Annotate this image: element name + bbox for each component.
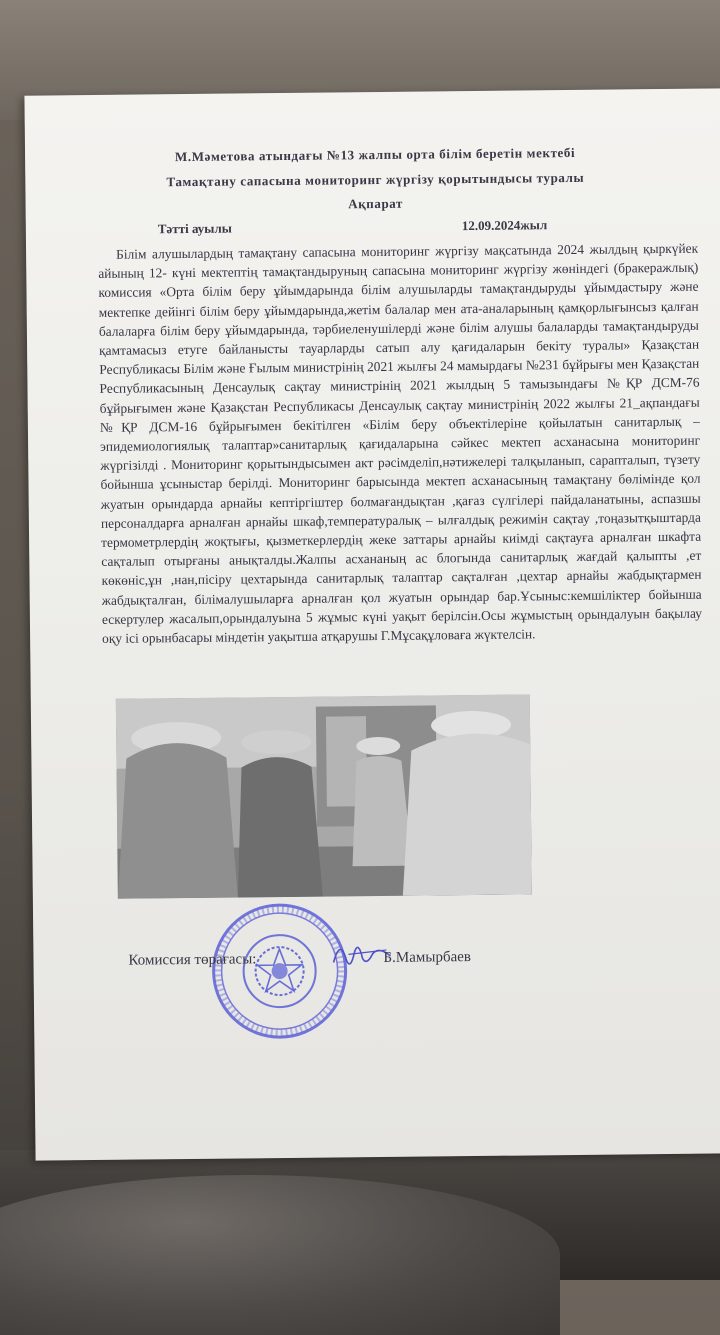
document-date: 12.09.2024жыл	[461, 217, 548, 234]
commission-chair-name: Б.Мамырбаев	[383, 949, 472, 966]
document-header-school: М.Мәметова атындағы №13 жалпы орта білім беретін мектебі	[174, 144, 576, 165]
document-body: Білім алушылардың тамақтану сапасына мониторинг жүргізу мақсатында 2024 жылдың қыркүйек айының 12- күні мектептің тамақтандыруның сапасына мониторинг жүргізу жөніндегі (бракеражлық) комиссия «Орта білім беру ұйымдарында білім алушыларды тамақтандыруды ұйымдастыру және мектепке дейінгі білім беру ұйымдарында,жетім балалар мен ата-аналарының қамқорлығынсыз қалған балаларға білім беру ұйымдарында, тәрбиеленушілерді және білім алушы балаларды тамақтандыруды қамтамасыз етуге байланысты тауарларды сатып алу қағидаларын бекіту туралы» Қазақстан Республикасы Білім және Ғылым министрінің 2021 жылғы 24 мамырдағы №231 бұйрығы мен Қазақстан Республикасының Денсаулық сақтау министрінің 2021 жылдың 5 тамызындағы №ҚР ДСМ-76 бұйрығымен және Қазақстан Республикасы Денсаулық сақтау министрінің 2022 жылғы 21_ақпандағы №ҚР ДСМ-16 бұйрығымен бекітілген «Білім беру объектілеріне қойылатын санитарлық –эпидемиологиялық талаптар»санитарлық қағидаларына сәйкес мектеп асханасына мониторинг жүргізілді . Мониторинг қорытындысымен акт рәсімделіп,нәтижелері талқыланып, сарапталып, түзету бойынша ұсыныстар берілді. Мониторинг барысында мектеп асханасының тамақтану бөлімінде қол жуатын орындарда арнайы кептіргіштер болмағандықтан ,қағаз сүлгілері пайдаланатыны, аспазшы персоналдарға арналған арнайы шкаф,температуралық – ылғалдық режимін сақтау ,тоңазытқыштарда термометрлердің жоқтығы, қызметкерлердің жеке заттары арнайы киімді сақтауға арналған шкафта сақталып отырғаны анықталды.Жалпы асхананың ас блогында санитарлық жағдай қалыпты ,ет көкөніс,ұн ,нан,пісіру цехтарында санитарлық талаптар сақталған ,цехтар арнайы жабдықтармен жабдықталған, білімалушыларға арналған қол жуатын орындар бар.Ұсыныс:кемшіліктер бойынша ескертулер жасалып,орындалуына 5 жұмыс күні уақыт берілсін.Осы жұмыстың орындалуын бақылау оқу ісі орынбасары міндетін уақытша атқарушы Г.Мұсақұловаға жүктелсін.	[98, 240, 702, 646]
kitchen-inspection-photo	[116, 694, 532, 898]
document-header-subject: Тамақтану сапасына мониторинг жүргізу қорытындысы туралы	[166, 169, 585, 190]
signature-row	[128, 947, 628, 982]
document-header-title: Ақпарат	[348, 195, 404, 212]
commission-chair-label: Комиссия төрағасы:	[128, 951, 257, 969]
document-location: Тәтті ауылы	[157, 220, 232, 237]
kitchen-photo-illustration	[116, 694, 532, 898]
document-page	[24, 88, 720, 1160]
